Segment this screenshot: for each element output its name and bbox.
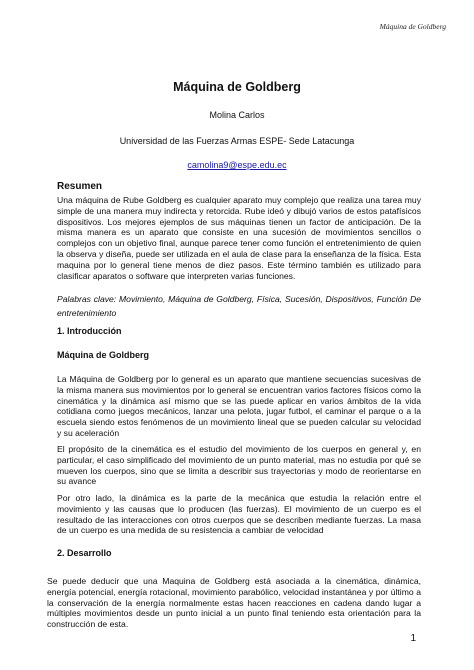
page-number: 1 xyxy=(410,633,416,644)
subsection-heading: Máquina de Goldberg xyxy=(57,350,150,360)
resumen-heading: Resumen xyxy=(57,181,103,192)
author-name: Molina Carlos xyxy=(209,110,265,120)
intro-paragraph-2: El propósito de la cinemática es el estudio del movimiento de los cuerpos en general y, en particular, el caso simplificado del movimiento de un punto material, mas no estudia por qué se mueven los cuerpos, sino que se limita a describir sus trayectorias y modo de reorientarse en su avance xyxy=(57,444,421,487)
development-paragraph-1: Se puede deducir que una Maquina de Goldberg está asociada a la cinemática, dinámica, energía potencial, energía rotacional, movimiento parabólico, velocidad instantánea y por último a la conservación de la energía normalmente estas hacen reacciones en cadena dando lugar a múltiples movimientos desde un punto inicial a un punto final teniendo esta orientación para la construcción de esta. xyxy=(47,576,421,630)
abstract-paragraph: Una máquina de Rube Goldberg es cualquier aparato muy complejo que realiza una tarea muy simple de una manera muy indirecta y retorcida. Rube ideó y dibujó varios de estos patafísicos dispositivos. Los mejores ejemplos de sus máquinas tienen un factor de anticipación. De la misma manera es un aparato que consiste en una sucesión de movimientos sencillos o complejos con un objetivo final, aunque parece tener como función el entretenimiento de quien la observa y diseña, puede ser utilizada en el aula de clase para la enseñanza de la física. Esta maquina por lo general tiene menos de diez pasos. Este término también es utilizado para clasificar aparatos o software que interpreten varias funciones. xyxy=(57,195,421,281)
author-email-link[interactable]: camolina9@espe.edu.ec xyxy=(187,160,287,170)
keywords-paragraph: Palabras clave: Movimiento, Máquina de Goldberg, Física, Sucesión, Dispositivos, Función De entretenimiento xyxy=(57,294,421,318)
intro-paragraph-1: La Máquina de Goldberg por lo general es un aparato que mantiene secuencias sucesivas de la misma manera sus movimientos por lo general se encuentran varios factores físicos como la cinemática y la dinámica así mismo que se las puede aplicar en varios ámbitos de la vida cotidiana como juegos mecánicos, lanzar una pelota, jugar futbol, el caminar el parque o a la escuela siendo estos fenómenos de un movimiento lineal que se pueden calcular su velocidad y su aceleración xyxy=(57,374,421,438)
affiliation: Universidad de las Fuerzas Armas ESPE- Sede Latacunga xyxy=(119,136,355,146)
section-introduccion-heading: 1. Introducción xyxy=(57,326,122,336)
paper-title: Máquina de Goldberg xyxy=(173,80,301,94)
section-desarrollo-heading: 2. Desarrollo xyxy=(57,548,112,558)
running-header: Máquina de Goldberg xyxy=(379,22,446,31)
intro-paragraph-3: Por otro lado, la dinámica es la parte de la mecánica que estudia la relación entre el movimiento y las causas que lo producen (las fuerzas). El movimiento de un cuerpo es el resultado de las interacciones con otros cuerpos que se describen mediante fuerzas. La masa de un cuerpo es una medida de su resistencia a cambiar de velocidad xyxy=(57,493,421,536)
